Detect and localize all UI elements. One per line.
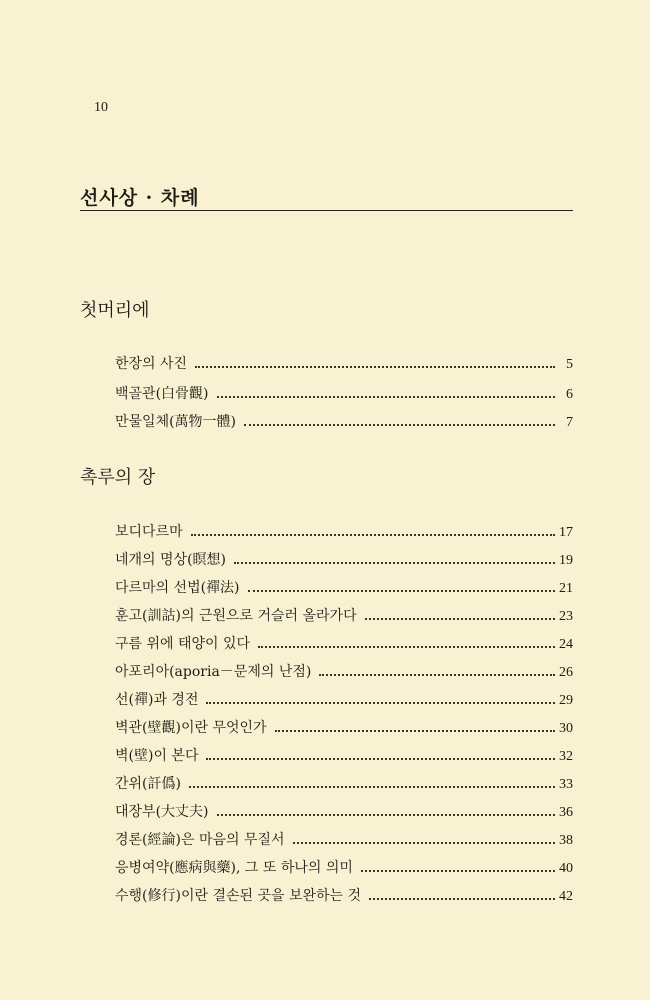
leader-dots (206, 758, 555, 760)
leader-dots (319, 674, 555, 676)
entry-label: 다르마의 선법(禪法) (115, 580, 240, 596)
leader-dots (275, 730, 555, 732)
toc-entry[interactable] (115, 687, 573, 709)
toc-entry[interactable] (115, 575, 573, 597)
leader-dots (206, 702, 555, 704)
toc-entry[interactable] (115, 799, 573, 821)
toc-entry[interactable] (115, 827, 573, 849)
toc-entry[interactable] (115, 883, 573, 905)
entry-label: 한장의 사진 (115, 356, 188, 372)
entry-page: 42 (559, 889, 573, 904)
entry-page: 36 (559, 805, 573, 820)
entry-label: 대장부(大丈夫) (115, 804, 209, 820)
toc-entry[interactable] (115, 547, 573, 569)
entry-page: 23 (559, 609, 573, 624)
page-number: 10 (94, 100, 108, 115)
entry-page: 5 (566, 357, 573, 372)
toc-entry[interactable] (115, 351, 573, 373)
entry-label: 벽관(壁觀)이란 무엇인가 (115, 720, 267, 736)
entry-page: 33 (559, 777, 573, 792)
toc-entry[interactable] (115, 715, 573, 737)
toc-entry[interactable] (115, 743, 573, 765)
leader-dots (217, 396, 556, 398)
toc-entry[interactable] (115, 409, 573, 431)
leader-dots (293, 842, 555, 844)
entry-page: 32 (559, 749, 573, 764)
entry-label: 네개의 명상(瞑想) (115, 552, 226, 568)
entry-page: 30 (559, 721, 573, 736)
entry-page: 17 (559, 525, 573, 540)
entry-page: 38 (559, 833, 573, 848)
toc-entry[interactable] (115, 855, 573, 877)
entry-page: 29 (559, 693, 573, 708)
toc-entry[interactable] (115, 771, 573, 793)
toc-entry[interactable] (115, 603, 573, 625)
entry-page: 19 (559, 553, 573, 568)
entry-label: 백골관(白骨觀) (115, 386, 209, 402)
leader-dots (365, 618, 555, 620)
toc-entry[interactable] (115, 381, 573, 403)
entry-label: 선(禪)과 경전 (115, 692, 199, 708)
entry-label: 벽(壁)이 본다 (115, 748, 199, 764)
toc-entry[interactable] (115, 659, 573, 681)
entry-page: 40 (559, 861, 573, 876)
entry-page: 7 (566, 415, 573, 430)
section-heading: 첫머리에 (80, 300, 150, 321)
toc-entry[interactable] (115, 519, 573, 541)
entry-label: 경론(經論)은 마음의 무질서 (115, 832, 285, 848)
entry-label: 훈고(訓詁)의 근원으로 거슬러 올라가다 (115, 608, 357, 624)
entry-page: 21 (559, 581, 573, 596)
leader-dots (189, 786, 555, 788)
entry-page: 6 (566, 387, 573, 402)
leader-dots (234, 562, 555, 564)
leader-dots (248, 590, 555, 592)
leader-dots (361, 870, 555, 872)
leader-dots (191, 534, 555, 536)
leader-dots (258, 646, 555, 648)
entry-label: 아포리아(aporia－문제의 난점) (115, 664, 312, 680)
entry-label: 간위(訐僞) (115, 776, 181, 792)
entry-label: 수행(修行)이란 결손된 곳을 보완하는 것 (115, 888, 362, 904)
toc-entry[interactable] (115, 631, 573, 653)
leader-dots (217, 814, 556, 816)
entry-page: 24 (559, 637, 573, 652)
entry-label: 만물일체(萬物一體) (115, 414, 237, 430)
leader-dots (195, 366, 555, 368)
entry-page: 26 (559, 665, 573, 680)
leader-dots (369, 898, 555, 900)
toc-title: 선사상 · 차례 (80, 187, 200, 209)
leader-dots (244, 424, 555, 426)
entry-label: 보디다르마 (115, 524, 183, 540)
entry-label: 구름 위에 태양이 있다 (115, 636, 251, 652)
section-heading: 촉루의 장 (80, 467, 156, 488)
entry-label: 응병여약(應病與藥), 그 또 하나의 의미 (115, 860, 353, 876)
title-rule (80, 210, 573, 211)
